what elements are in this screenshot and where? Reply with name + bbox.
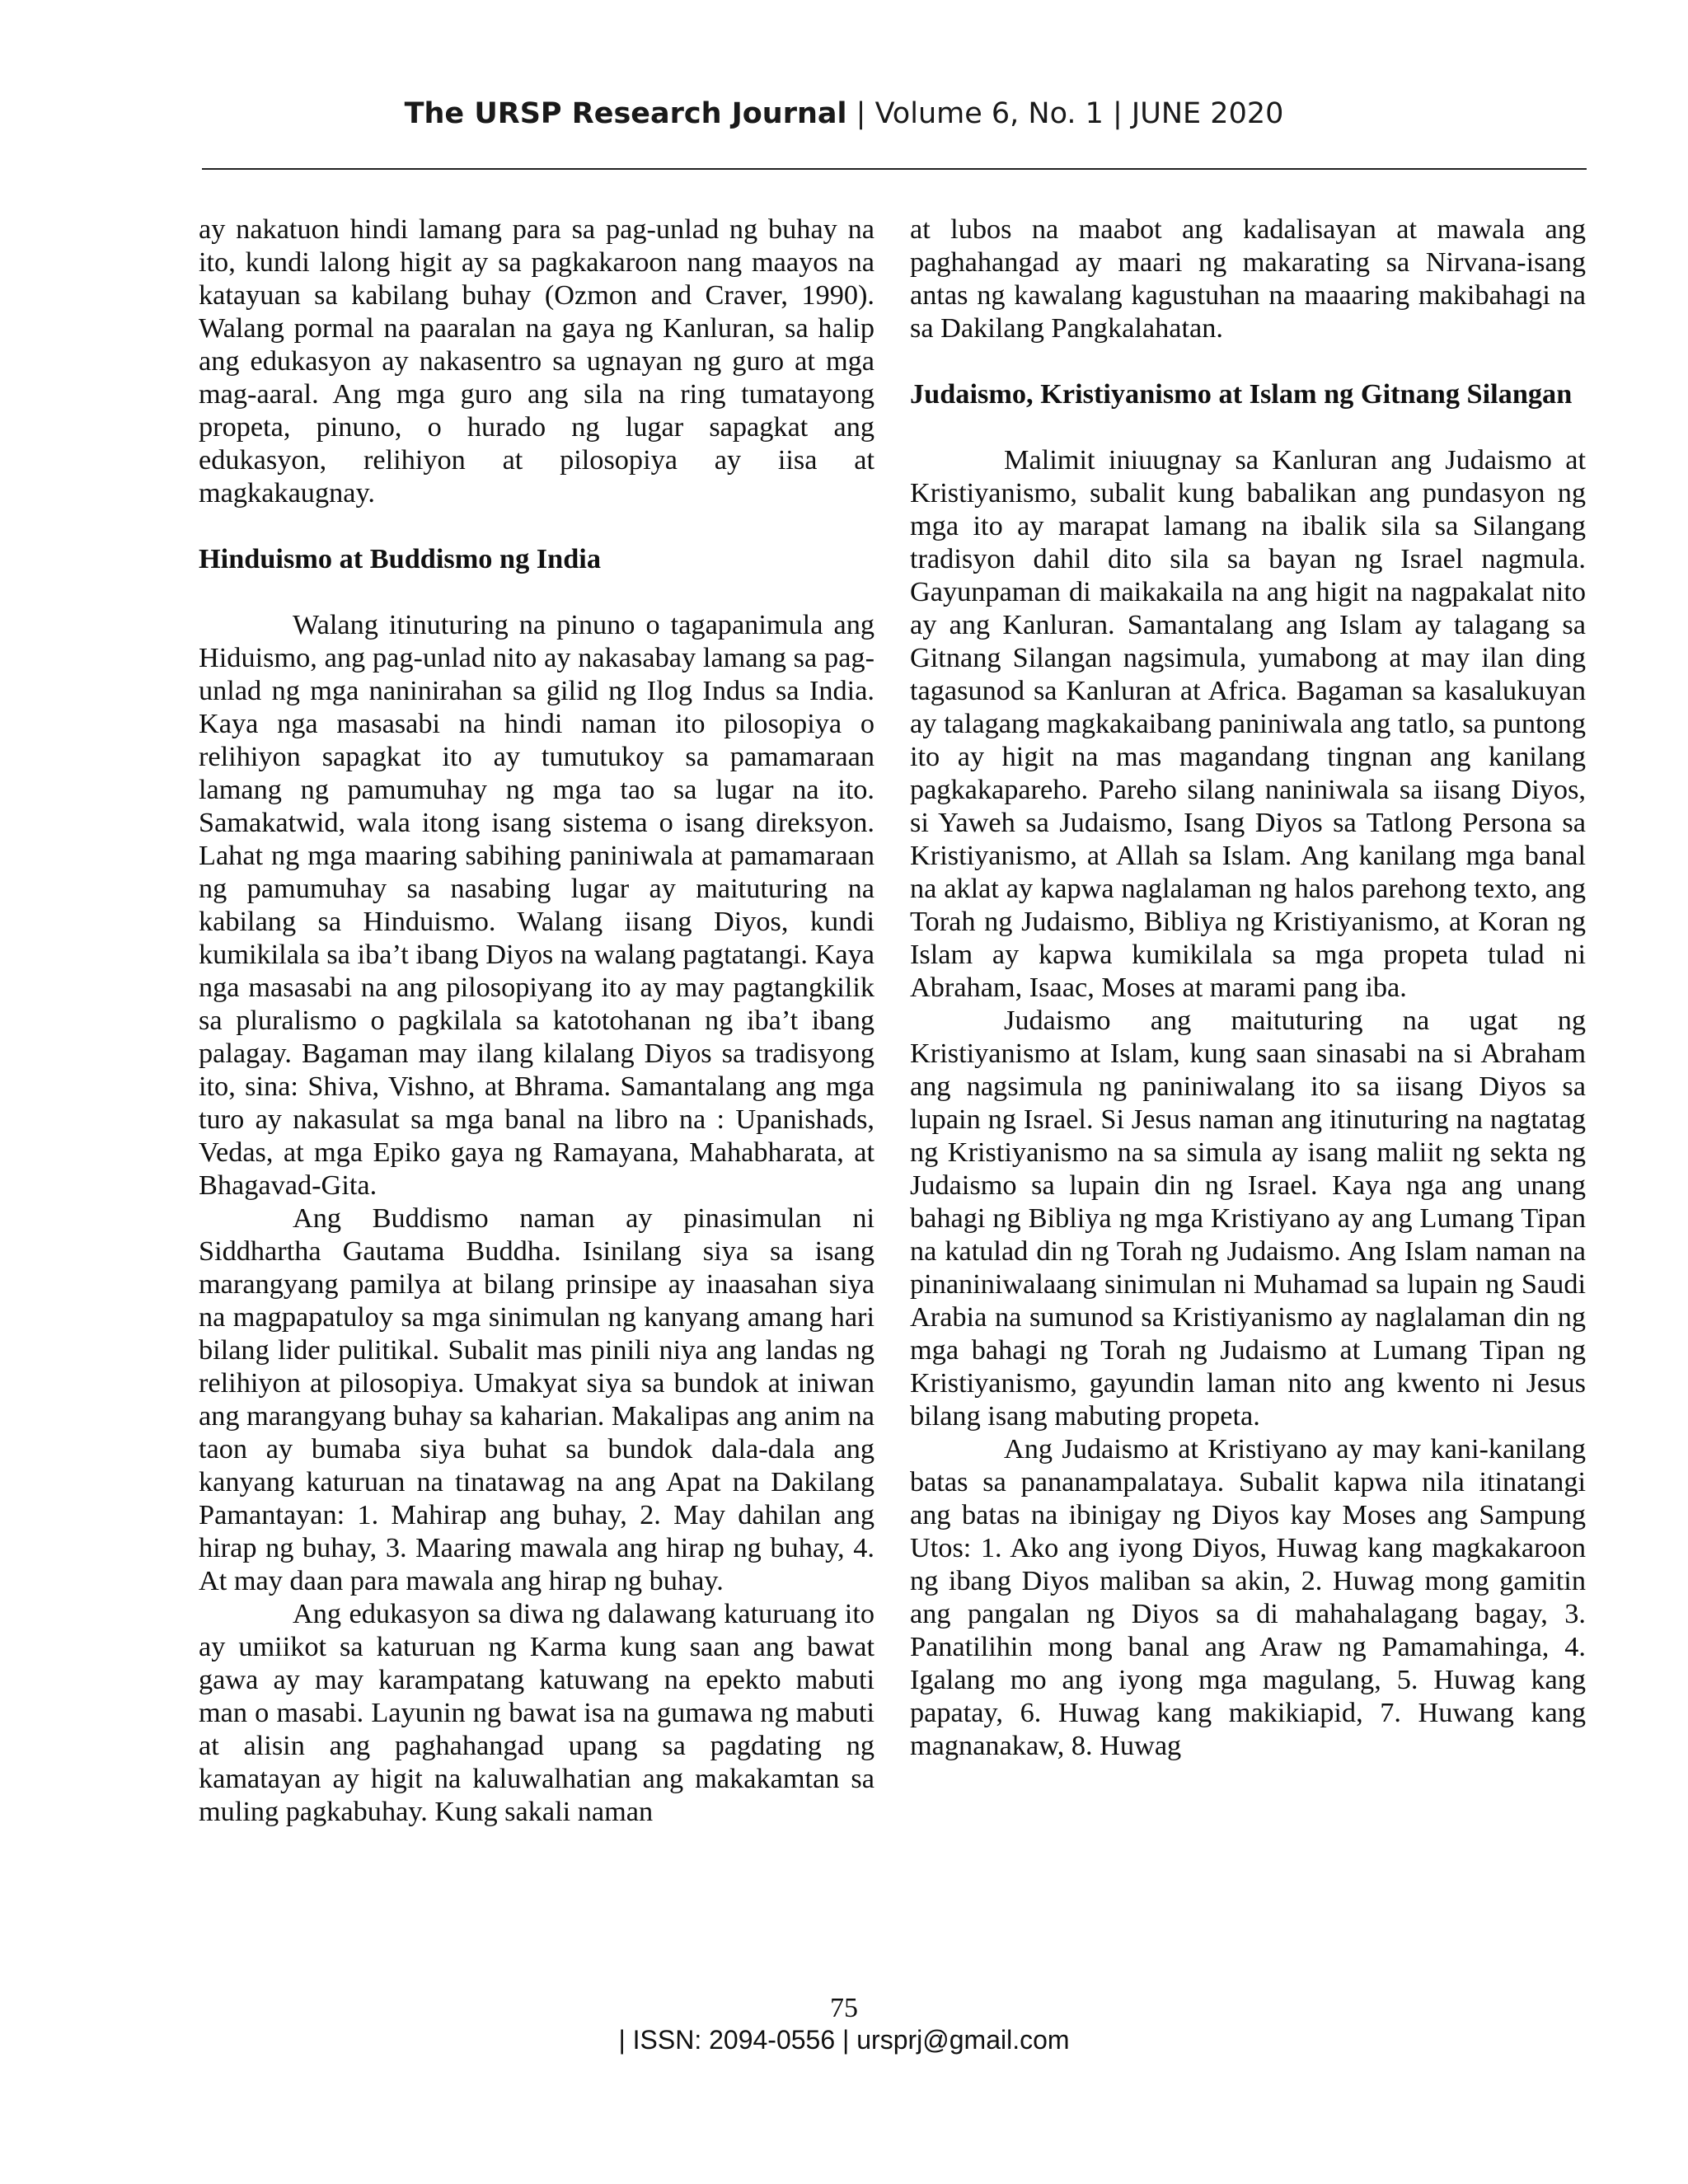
right-paragraph-2: Malimit iniuugnay sa Kanluran ang Judaismo at Kristiyanismo, subalit kung babalikan ang pundasyon ng mga ito ay marapat lamang na ibalik sila sa Silangang tradisyon dahil dito sila sa bayan ng Israel nagmula. Gayunpaman di maikakaila na ang higit na nagpakalat nito ay ang Kanluran. Samantalang ang Islam ay talagang sa Gitnang Silangan nagsimula, yumabong at may ilan ding tagasunod sa Kanluran at Africa. Bagaman sa kasalukuyan ay talagang magkakaibang paniniwala ang tatlo, sa puntong ito ay higit na mas magandang tingnan ang kanilang pagkakapareho. Pareho silang naniniwala sa iisang Diyos, si Yaweh sa Judaismo, Isang Diyos sa Tatlong Persona sa Kristiyanismo, at Allah sa Islam. Ang kanilang mga banal na aklat ay kapwa naglalaman ng halos parehong texto, ang Torah ng Judaismo, Bibliya ng Kristiyanismo, at Koran ng Islam ay kapwa kumikilala sa mga propeta tulad ni Abraham, Isaac, Moses at marami pang iba.: [910, 444, 1586, 1003]
issn-email-line: | ISSN: 2094-0556 | ursprj@gmail.com: [618, 2025, 1070, 2055]
journal-header: [0, 97, 1688, 130]
left-paragraph-3: Ang Buddismo naman ay pinasimulan ni Siddhartha Gautama Buddha. Isinilang siya sa isang marangyang pamilya at bilang prinsipe ay inaasahan siya na magpapatuloy sa mga sinimulan ng kanyang amang hari bilang lider pulitikal. Subalit mas pinili niya ang landas ng relihiyon at pilosopiya. Umakyat siya sa bundok at iniwan ang marangyang buhay sa kaharian. Makalipas ang anim na taon ay bumaba siya buhat sa bundok dala-dala ang kanyang katuruan na tinatawag na ang Apat na Dakilang Pamantayan: 1. Mahirap ang buhay, 2. May dahilan ang hirap ng buhay, 3. Maaring mawala ang hirap ng buhay, 4. At may daan para mawala ang hirap ng buhay.: [199, 1202, 874, 1596]
section-heading-judaismo: Judaismo, Kristiyanismo at Islam ng Gitnang Silangan: [910, 378, 1573, 410]
header-divider: [202, 168, 1587, 170]
left-paragraph-4: Ang edukasyon sa diwa ng dalawang katuruang ito ay umiikot sa katuruan ng Karma kung saan ang bawat gawa ay may karampatang katuwang na epekto mabuti man o masabi. Layunin ng bawat isa na gumawa ng mabuti at alisin ang paghahangad upang sa pagdating ng kamatayan ay higit na kaluwalhatian ang makakamtan sa muling pagkabuhay. Kung sakali naman: [199, 1598, 874, 1827]
left-paragraph-1: ay nakatuon hindi lamang para sa pag-unlad ng buhay na ito, kundi lalong higit ay sa pagkakaroon nang maayos na katayuan sa kabilang buhay (Ozmon and Craver, 1990). Walang pormal na paaralan na gaya ng Kanluran, sa halip ang edukasyon ay nakasentro sa ugnayan ng guro at mga mag-aaral. Ang mga guro ang sila na ring tumatayong propeta, pinuno, o hurado ng lugar sapagkat ang edukasyon, relihiyon at pilosopiya ay iisa at magkakaugnay.: [199, 213, 874, 509]
left-column: [199, 213, 874, 1828]
right-column: [910, 213, 1586, 1762]
right-paragraph-3: Judaismo ang maituturing na ugat ng Kristiyanismo at Islam, kung saan sinasabi na si Abraham ang nagsimula ng paniniwalang ito sa iisang Diyos sa lupain ng Israel. Si Jesus naman ang itinuturing na nagtatag ng Kristiyanismo na sa simula ay isang maliit ng sekta ng Judaismo sa lupain din ng Israel. Kaya nga ang unang bahagi ng Bibliya ng mga Kristiyano ay ang Lumang Tipan na katulad din ng Torah ng Judaismo. Ang Islam naman na pinaniniwalaang sinimulan ni Muhamad sa lupain ng Saudi Arabia na sumunod sa Kristiyanismo ay naglalaman din ng mga bahagi ng Torah ng Judaismo at Lumang Tipan ng Kristiyanismo, gayundin laman nito ang kwento ni Jesus bilang isang mabuting propeta.: [910, 1005, 1586, 1432]
section-heading-hinduismo: Hinduismo at Buddismo ng India: [199, 543, 601, 574]
right-paragraph-4: Ang Judaismo at Kristiyano ay may kani-kanilang batas sa pananampalataya. Subalit kapwa nila itinatangi ang batas na ibinigay ng Diyos kay Moses ang Sampung Utos: 1. Ako ang iyong Diyos, Huwag kang magkakaroon ng ibang Diyos maliban sa akin, 2. Huwag mong gamitin ang pangalan ng Diyos sa di mahahalagang bagay, 3. Panatilihin mong banal ang Araw ng Pamamahinga, 4. Igalang mo ang iyong mga magulang, 5. Huwag kang papatay, 6. Huwag kang makikiapid, 7. Huwang kang magnanakaw, 8. Huwag: [910, 1433, 1586, 1761]
journal-issue: | Volume 6, No. 1 | JUNE 2020: [846, 97, 1284, 130]
journal-title: The URSP Research Journal: [404, 97, 847, 130]
left-paragraph-2: Walang itinuturing na pinuno o tagapanimula ang Hiduismo, ang pag-unlad nito ay nakasabay lamang sa pag-unlad ng mga naninirahan sa gilid ng Ilog Indus sa India. Kaya nga masasabi na hindi naman ito pilosopiya o relihiyon sapagkat ito ay tumutukoy sa pamamaraan lamang ng pamumuhay ng mga tao sa lugar na ito. Samakatwid, wala itong isang sistema o isang direksyon. Lahat ng mga maaring sabihing paniniwala at pamamaraan ng pamumuhay sa nasabing lugar ay maituturing na kabilang sa Hinduismo. Walang iisang Diyos, kundi kumikilala sa iba’t ibang Diyos na walang pagtatangi. Kaya nga masasabi na ang pilosopiyang ito ay may pagtangkilik sa pluralismo o pagkilala sa katotohanan ng iba’t ibang palagay. Bagaman may ilang kilalang Diyos sa tradisyong ito, sina: Shiva, Vishno, at Bhrama. Samantalang ang mga turo ay nakasulat sa mga banal na libro na : Upanishads, Vedas, at mga Epiko gaya ng Ramayana, Mahabharata, at Bhagavad-Gita.: [199, 609, 874, 1201]
page-number: 75: [830, 1993, 858, 2023]
right-paragraph-1: at lubos na maabot ang kadalisayan at mawala ang paghahangad ay maari ng makarating sa Nirvana-isang antas ng kawalang kagustuhan na maaaring makibahagi na sa Dakilang Pangkalahatan.: [910, 213, 1586, 344]
